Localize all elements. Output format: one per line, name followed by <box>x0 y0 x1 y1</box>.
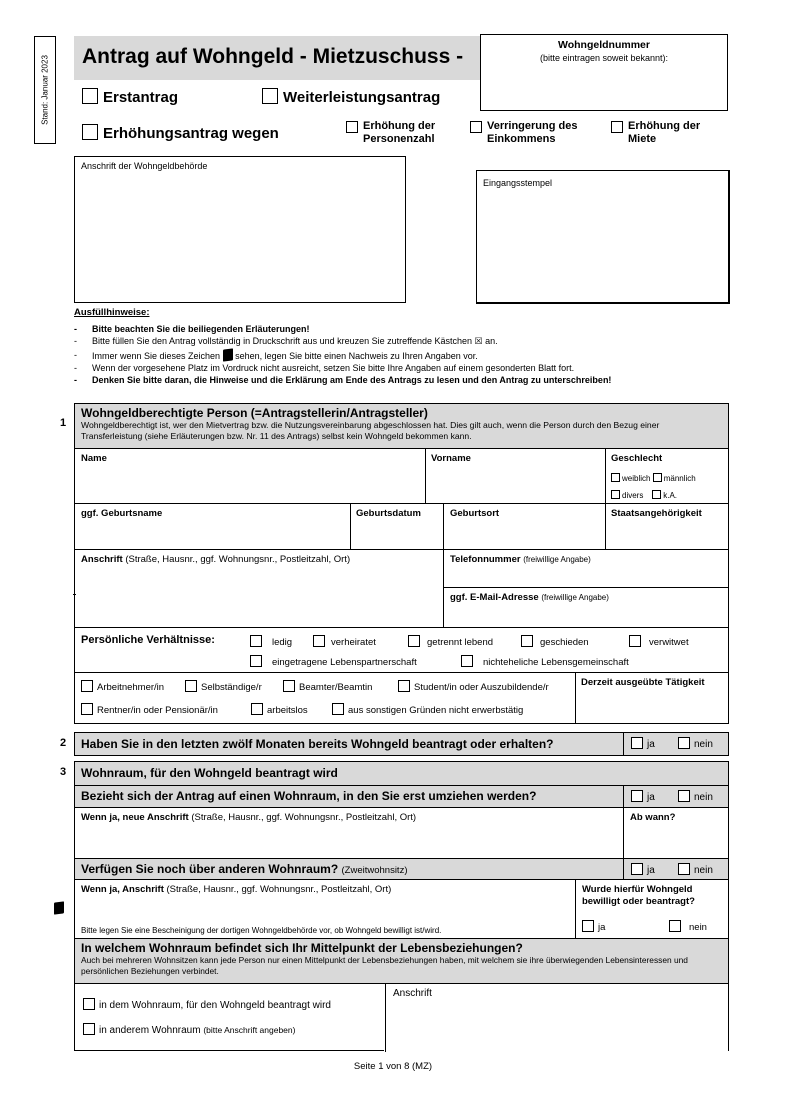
nichtehelich-option[interactable]: nichteheliche Lebensgemeinschaft <box>461 655 629 668</box>
s3-q1-ja-checkbox[interactable] <box>631 790 643 802</box>
margin-mark <box>73 594 76 595</box>
rentner-option[interactable]: Rentner/in oder Pensionär/in <box>81 703 218 716</box>
neue-anschrift-field[interactable] <box>75 824 623 858</box>
email-field[interactable] <box>444 604 728 627</box>
section-1-number: 1 <box>60 417 67 429</box>
getrennt-option[interactable]: getrennt lebend <box>408 635 493 648</box>
verheiratet-checkbox[interactable] <box>313 635 325 647</box>
zweitwohnsitz-anschrift-field[interactable] <box>75 896 575 920</box>
mittelpunkt-anschrift-field[interactable] <box>386 1002 728 1050</box>
s3-q1-nein-checkbox[interactable] <box>678 790 690 802</box>
anschrift-field[interactable] <box>75 566 443 627</box>
section-1-header <box>75 404 728 449</box>
vorname-label: Vorname <box>431 453 471 464</box>
mittelpunkt-opt1[interactable]: in dem Wohnraum, für den Wohngeld beantragt wird <box>83 998 331 1011</box>
wohngeldnummer-hint: (bitte eintragen soweit bekannt): <box>539 53 669 63</box>
section-3-header <box>75 762 728 786</box>
hinweise-title: Ausfüllhinweise: <box>74 307 150 318</box>
erstantrag-option[interactable]: Erstantrag <box>82 88 178 106</box>
sonstige-option[interactable]: aus sonstigen Gründen nicht erwerbstätig <box>332 703 523 716</box>
hinweis-2: - Bitte füllen Sie den Antrag vollständig in Druckschrift aus und kreuzen Sie zutreffende Kästchen ☒ an. <box>74 335 734 347</box>
s3-q1-ja[interactable]: ja <box>631 790 655 803</box>
name-field[interactable] <box>75 464 425 503</box>
abwann-label: Ab wann? <box>630 812 676 823</box>
s2-ja-checkbox[interactable] <box>631 737 643 749</box>
lebenspartner-checkbox[interactable] <box>250 655 262 667</box>
section-3-title: Wohnraum, für den Wohngeld beantragt wird <box>81 766 338 780</box>
geschlecht-divers[interactable]: divers <box>611 491 643 500</box>
eingangsstempel-label: Eingangsstempel <box>483 178 553 188</box>
ausfuellhinweise <box>74 307 734 386</box>
erstantrag-checkbox[interactable] <box>82 88 98 104</box>
page-title: Antrag auf Wohngeld - Mietzuschuss - <box>82 45 464 68</box>
section-2-number: 2 <box>60 737 67 749</box>
nachweis-icon-s3 <box>54 901 64 914</box>
nichtehelich-checkbox[interactable] <box>461 655 473 667</box>
wohngeldnummer-box[interactable] <box>480 34 728 111</box>
geburtsname-label: ggf. Geburtsname <box>81 508 163 519</box>
section-1 <box>74 403 729 724</box>
zweitwohnsitz-anschrift-label: Wenn ja, Anschrift (Straße, Hausnr., ggf. Wohnungsnr., Postleitzahl, Ort) <box>81 884 392 895</box>
s3-q2: Verfügen Sie noch über anderen Wohnraum? (Zweitwohnsitz) <box>81 862 408 876</box>
beamter-checkbox[interactable] <box>283 680 295 692</box>
bewilligt-nein[interactable]: nein <box>669 920 707 933</box>
selbststaendig-option[interactable]: Selbständige/r <box>185 680 262 693</box>
geschlecht-maennlich[interactable]: männlich <box>653 474 696 483</box>
lebenspartner-option[interactable]: eingetragene Lebenspartnerschaft <box>250 655 417 668</box>
s3-q2-ja-checkbox[interactable] <box>631 863 643 875</box>
mittelpunkt-anschrift-label: Anschrift <box>393 988 432 999</box>
wohngeldnummer-label: Wohngeldnummer <box>558 39 650 51</box>
neue-anschrift-label: Wenn ja, neue Anschrift (Straße, Hausnr., ggf. Wohnungsnr., Postleitzahl, Ort) <box>81 812 417 823</box>
mittelpunkt-opt2[interactable]: in anderem Wohnraum (bitte Anschrift angeben) <box>83 1023 295 1036</box>
nachweis-icon <box>223 348 233 361</box>
weiterleistung-option[interactable]: Weiterleistungsantrag <box>262 88 440 106</box>
maennlich-checkbox[interactable] <box>653 473 662 482</box>
geschieden-option[interactable]: geschieden <box>521 635 589 648</box>
anschrift-label: Anschrift (Straße, Hausnr., ggf. Wohnungsnr., Postleitzahl, Ort) <box>81 554 351 565</box>
s2-nein-option[interactable]: nein <box>678 737 713 750</box>
arbeitslos-option[interactable]: arbeitslos <box>251 703 308 716</box>
section-3 <box>74 761 729 1051</box>
sonstige-checkbox[interactable] <box>332 703 344 715</box>
staatsangehoerigkeit-label: Staatsangehörigkeit <box>611 508 702 519</box>
grund-einkommen[interactable]: Verringerung des Einkommens <box>470 120 600 146</box>
selbststaendig-checkbox[interactable] <box>185 680 197 692</box>
geburtsort-field[interactable] <box>444 520 605 549</box>
rentner-checkbox[interactable] <box>81 703 93 715</box>
hinweis-4: - Wenn der vorgesehene Platz im Vordruck nicht ausreicht, setzen Sie bitte Ihre Angaben auf einem gesonderten Blatt fort. <box>74 362 734 374</box>
divers-checkbox[interactable] <box>611 490 620 499</box>
arbeitnehmer-checkbox[interactable] <box>81 680 93 692</box>
verwitwet-option[interactable]: verwitwet <box>629 635 689 648</box>
page-footer: Seite 1 von 8 (MZ) <box>353 1061 433 1072</box>
anschrift-behoerde-box[interactable] <box>74 156 406 303</box>
student-checkbox[interactable] <box>398 680 410 692</box>
geburtsdatum-label: Geburtsdatum <box>356 508 421 519</box>
geschlecht-label: Geschlecht <box>611 453 663 464</box>
section-1-desc: Wohngeldberechtigt ist, wer den Mietvertrag bzw. die Nutzungsvereinbarung abgeschlossen hat. Dies gilt auch, wenn die Person durch den Bezug einer Transferleistung (siehe Erläuterungen bzw. Nr. 11 des Antrags) selbst kein Wohngeld bekommen kann. <box>81 420 660 441</box>
bewilligt-label: Wurde hierfür Wohngeld bewilligt oder beantragt? <box>582 884 695 907</box>
geschlecht-options <box>611 470 729 504</box>
ka-checkbox[interactable] <box>652 490 661 499</box>
s3-q1-nein[interactable]: nein <box>678 790 713 803</box>
grund-miete-checkbox[interactable] <box>611 121 623 133</box>
geburtsdatum-field[interactable] <box>351 520 443 549</box>
hinweis-3: - Immer wenn Sie dieses Zeichen sehen, legen Sie bitte einen Nachweis zu Ihren Angaben vor. <box>74 349 734 362</box>
mittelpunkt-opt2-checkbox[interactable] <box>83 1023 95 1035</box>
geschlecht-weiblich[interactable]: weiblich <box>611 474 650 483</box>
name-label: Name <box>81 453 107 464</box>
s3-q2-nein-checkbox[interactable] <box>678 863 690 875</box>
s2-ja-option[interactable]: ja <box>631 737 655 750</box>
title-bar <box>74 36 480 80</box>
s2-nein-checkbox[interactable] <box>678 737 690 749</box>
s3-q3: In welchem Wohnraum befindet sich Ihr Mittelpunkt der Lebensbeziehungen? <box>81 941 523 955</box>
s3-q2-ja[interactable]: ja <box>631 863 655 876</box>
stand-label: Stand: Januar 2023 <box>34 36 56 144</box>
verheiratet-option[interactable]: verheiratet <box>313 635 376 648</box>
arbeitnehmer-option[interactable]: Arbeitnehmer/in <box>81 680 164 693</box>
hinweis-1: - Bitte beachten Sie die beiliegenden Erläuterungen! <box>74 323 734 335</box>
geburtsname-field[interactable] <box>75 520 350 549</box>
telefon-field[interactable] <box>444 566 728 586</box>
eingangsstempel-box <box>476 170 730 304</box>
section-2 <box>74 732 729 756</box>
s3-q2-nein[interactable]: nein <box>678 863 713 876</box>
geburtsort-label: Geburtsort <box>450 508 500 519</box>
ledig-checkbox[interactable] <box>250 635 262 647</box>
taetigkeit-field[interactable] <box>576 689 728 724</box>
weiblich-checkbox[interactable] <box>611 473 620 482</box>
bescheinigung-hint: Bitte legen Sie eine Bescheinigung der dortigen Wohngeldbehörde vor, ob Wohngeld bewilligt ist/wird. <box>81 926 442 935</box>
beamter-option[interactable]: Beamter/Beamtin <box>283 680 372 693</box>
s3-q1: Bezieht sich der Antrag auf einen Wohnraum, in den Sie erst umziehen werden? <box>81 789 537 803</box>
weiterleistung-checkbox[interactable] <box>262 88 278 104</box>
s3-q3-bar <box>75 938 728 984</box>
anschrift-behoerde-label: Anschrift der Wohngeldbehörde <box>81 161 208 171</box>
vorname-field[interactable] <box>426 464 605 503</box>
getrennt-checkbox[interactable] <box>408 635 420 647</box>
section-1-title: Wohngeldberechtigte Person (=Antragstellerin/Antragsteller) <box>81 406 428 420</box>
abwann-field[interactable] <box>624 824 728 858</box>
s3-q1-bar <box>75 786 728 808</box>
grund-personenzahl-checkbox[interactable] <box>346 121 358 133</box>
erhoehung-option[interactable]: Erhöhungsantrag wegen <box>82 124 279 142</box>
ledig-option[interactable]: ledig <box>250 635 292 648</box>
grund-miete[interactable]: Erhöhung der Miete <box>611 120 721 146</box>
mittelpunkt-opt1-checkbox[interactable] <box>83 998 95 1010</box>
verwitwet-checkbox[interactable] <box>629 635 641 647</box>
section-3-number: 3 <box>60 766 67 778</box>
email-label: ggf. E-Mail-Adresse (freiwillige Angabe) <box>450 592 609 603</box>
staatsangehoerigkeit-field[interactable] <box>606 520 728 549</box>
bewilligt-nein-checkbox[interactable] <box>669 920 681 932</box>
telefon-label: Telefonnummer (freiwillige Angabe) <box>450 554 591 565</box>
erhoehung-checkbox[interactable] <box>82 124 98 140</box>
section-2-question: Haben Sie in den letzten zwölf Monaten bereits Wohngeld beantragt oder erhalten? <box>81 737 554 751</box>
student-option[interactable]: Student/in oder Auszubildende/r <box>398 680 549 693</box>
grund-personenzahl[interactable]: Erhöhung der Personenzahl <box>346 120 456 146</box>
taetigkeit-label: Derzeit ausgeübte Tätigkeit <box>581 677 705 688</box>
grund-einkommen-checkbox[interactable] <box>470 121 482 133</box>
s3-q3-desc: Auch bei mehreren Wohnsitzen kann jede Person nur einen Mittelpunkt der Lebensbeziehungen haben, mit welchem sie ihre überwiegenden Lebensinteressen und persönlichen Beziehungen verbindet. <box>81 955 688 976</box>
arbeitslos-checkbox[interactable] <box>251 703 263 715</box>
s3-q2-bar <box>75 858 728 880</box>
bewilligt-ja[interactable]: ja <box>582 920 605 933</box>
verhaeltnisse-label: Persönliche Verhältnisse: <box>81 634 215 646</box>
hinweis-5: - Denken Sie bitte daran, die Hinweise und die Erklärung am Ende des Antrags zu lesen und den Antrag zu unterschreiben! <box>74 374 734 386</box>
geschlecht-ka[interactable]: k.A. <box>652 491 677 500</box>
geschieden-checkbox[interactable] <box>521 635 533 647</box>
bewilligt-ja-checkbox[interactable] <box>582 920 594 932</box>
